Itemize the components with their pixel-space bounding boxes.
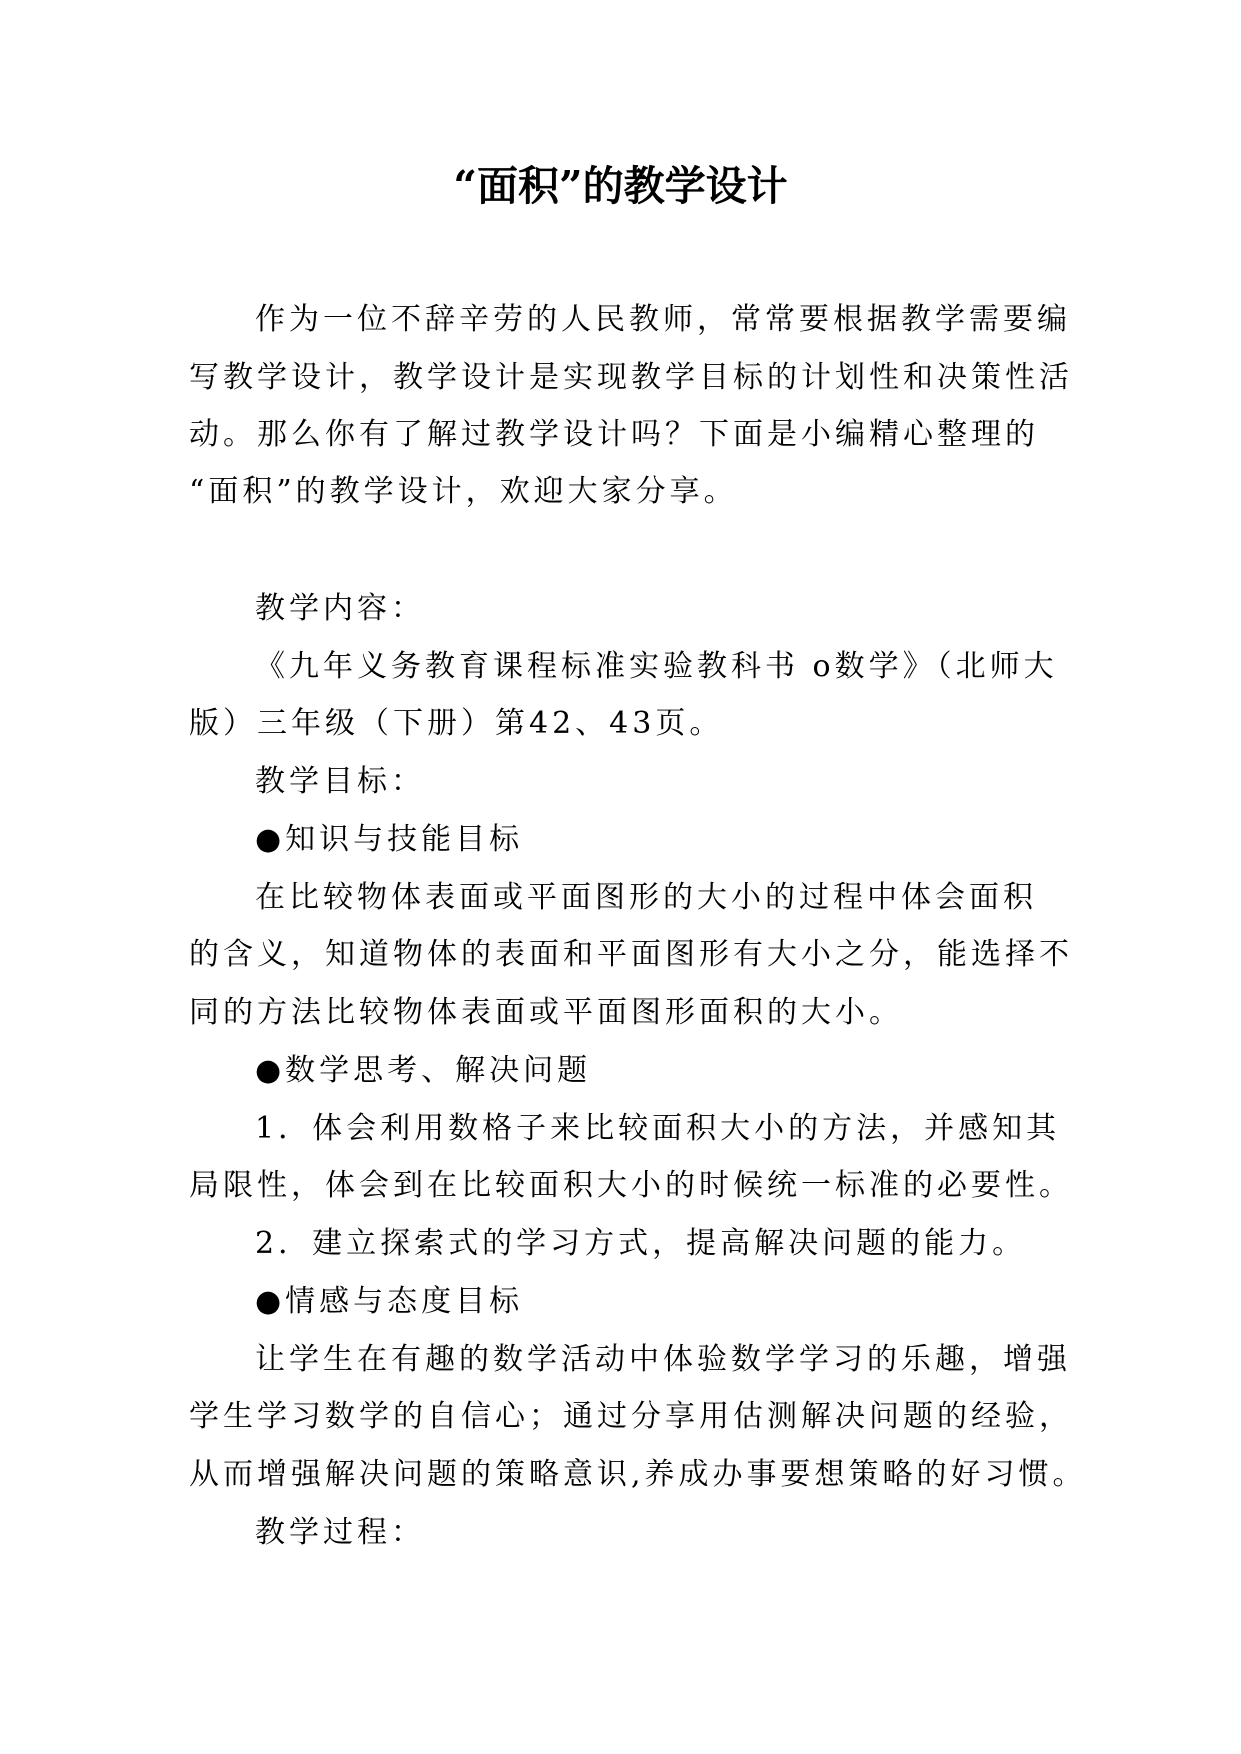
goal2-line-1: 1．体会利用数格子来比较面积大小的方法，并感知其 [255, 1111, 1061, 1146]
intro-line-1: 作为一位不辞辛劳的人民教师，常常要根据教学需要编 [255, 302, 1071, 337]
intro-line-4: “面积”的教学设计，欢迎大家分享。 [189, 474, 738, 509]
intro-line-3: 动。那么你有了解过教学设计吗？下面是小编精心整理的 [189, 417, 1039, 452]
goal3-line-2: 学生学习数学的自信心；通过分享用估测解决问题的经验， [189, 1399, 1073, 1434]
goal1-line-3: 同的方法比较物体表面或平面图形面积的大小。 [189, 995, 903, 1030]
goal1-line-2: 的含义，知道物体的表面和平面图形有大小之分，能选择不 [189, 937, 1073, 972]
intro-line-2: 写教学设计，教学设计是实现教学目标的计划性和决策性活 [189, 360, 1073, 395]
goal2-line-2: 局限性，体会到在比较面积大小的时候统一标准的必要性。 [189, 1168, 1073, 1203]
goal3-line-3: 从而增强解决问题的策略意识,养成办事要想策略的好习惯。 [189, 1457, 1087, 1492]
goal2-heading: ●数学思考、解决问题 [255, 1053, 592, 1088]
content-heading: 教学内容： [255, 591, 425, 626]
goals-heading: 教学目标： [255, 764, 425, 799]
content-line-2: 版）三年级（下册）第42、43页。 [189, 706, 724, 741]
goal2-line-3: 2．建立探索式的学习方式，提高解决问题的能力。 [255, 1226, 1027, 1261]
goal3-line-1: 让学生在有趣的数学活动中体验数学学习的乐趣，增强 [255, 1342, 1071, 1377]
process-heading: 教学过程： [255, 1515, 425, 1550]
content-line-1: 《九年义务教育课程标准实验教科书 o数学》（北师大 [255, 649, 1058, 684]
document-title: “面积”的教学设计 [453, 162, 788, 210]
goal1-heading: ●知识与技能目标 [255, 822, 524, 857]
goal3-heading: ●情感与态度目标 [255, 1284, 524, 1319]
goal1-line-1: 在比较物体表面或平面图形的大小的过程中体会面积 [255, 880, 1037, 915]
